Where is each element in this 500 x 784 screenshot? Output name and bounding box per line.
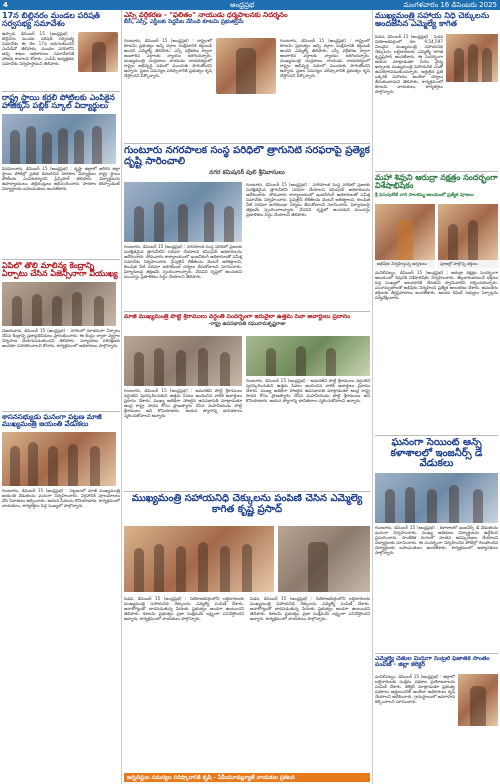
- article-photo: [124, 182, 242, 242]
- article-headline: 17న బిల్లినరం మండల పరిషత్ సర్వసభ్య సమావేశం: [2, 12, 101, 29]
- article-body-continued: గుంటూరు, డిసెంబర్ 15 (ఆంధ్రప్రభ) : రాష్ట్రంలో కూటమి ప్రభుత్వం అన్ని వర్గాల సంక్షేమానికి కట్టుబడి ఉందని ఎమ్మెల్యే తెలిపారు. ఎస్సీ వర్గీకరణ ద్వారా అణగారిన వర్గాలకు న్యాయం జరిగిందన్నారు. ముఖ్యమంత్రి చంద్రబాబు నాయుడు నాయకత్వంలో రాష్ట్రం అభివృద్ధి పథంలో ముందుకు సాగుతోందని అన్నారు. ప్రజల సమస్యల పరిష్కారానికి ప్రభుత్వం కృషి చేస్తోందని పేర్కొన్నారు.: [280, 38, 370, 78]
- article-photo: [2, 282, 116, 326]
- photo-caption: పూజల్లో పాల్గొన్న భక్తులు: [438, 260, 498, 268]
- article-sc-classification: [124, 12, 370, 144]
- paper-name: ఆంధ్రప్రభ: [230, 1, 255, 9]
- article-kicker: ఎస్సీ వర్గీకరణ - "ఫలితం" నాయుడు ధర్మపాలనకు నిదర్శనం: [124, 12, 288, 19]
- article-headline: గుంటూరు నగరపాలక సంస్థ పరిధిలో త్రాగునీటి సరఫరాపై ప్రత్యేక దృష్టి సారించాలి: [124, 146, 370, 167]
- photo-caption: అభిషేకం నిర్వహిస్తున్న అర్చకులు: [375, 260, 435, 268]
- article-body: మచిలీపట్నం, డిసెంబర్ 15 (ఆంధ్రప్రభ) : ఆరుద్రా నక్షత్రం సందర్భంగా ఆలయంలో శివునికి విశేషాభిషేకం నిర్వహించారు. తెల్లవారుజామునే భక్తులు పెద్ద సంఖ్యలో ఆలయానికి చేరుకుని స్వామివారిని దర్శించుకున్నారు. పంచామృతాలతో అభిషేకం నిర్వహించి ప్రత్యేక అలంకరణ చేశారు. అనంతరం భక్తులకు తీర్థప్రసాదాలు అందజేశారు. ఆలయ కమిటీ సభ్యులు ఏర్పాట్లను పర్యవేక్షించారు.: [375, 270, 498, 300]
- article-body-continued: గుంటూరు, డిసెంబర్ 15 (ఆంధ్రప్రభ) : నగరపాలక సంస్థ పరిధిలో ప్రజలకు సురక్షితమైన త్రాగునీటిని సరఫరా చేయాలని కమిషనర్ అధికారులను ఆదేశించారు. సోమవారం కార్యాలయంలో ఇంజనీరింగ్ అధికారులతో సమీక్ష సమావేశం నిర్వహించారు. పైపులైన్ లీకేజీలను వెంటనే అరికట్టాలని, కలుషిత నీటి సరఫరా జరగకుండా చర్యలు తీసుకోవాలని సూచించారు. ఫిర్యాదులపై తక్షణమే స్పందించాలన్నారు. వేసవిని దృష్టిలో ఉంచుకుని ముందస్తు ప్రణాళికలు సిద్ధం చేయాలని తెలిపారు.: [246, 182, 370, 217]
- article-waste-centre: [2, 262, 120, 412]
- article-photo: [124, 526, 274, 592]
- article-body: గుంటూరు, డిసెంబర్ 15 (ఆంధ్రప్రభ) : నగరపాలక సంస్థ పరిధిలో ప్రజలకు సురక్షితమైన త్రాగునీటిని సరఫరా చేయాలని కమిషనర్ అధికారులను ఆదేశించారు. సోమవారం కార్యాలయంలో ఇంజనీరింగ్ అధికారులతో సమీక్ష సమావేశం నిర్వహించారు. పైపులైన్ లీకేజీలను వెంటనే అరికట్టాలని, కలుషిత నీటి సరఫరా జరగకుండా చర్యలు తీసుకోవాలని సూచించారు. ఫిర్యాదులపై తక్షణమే స్పందించాలన్నారు. వేసవిని దృష్టిలో ఉంచుకుని ముందస్తు ప్రణాళికలు సిద్ధం చేయాలని తెలిపారు.: [124, 244, 242, 279]
- article-headline: మాజీ ముఖ్యమంత్రి పొట్టి శ్రీరాములు వర్ధంతి సందర్భంగా ఇరువైలా ఉత్తమ సేవా అవార్డులు ప్రదానం: [124, 314, 351, 320]
- article-mandal-meeting: [2, 12, 120, 92]
- article-photo-2: [246, 336, 370, 376]
- article-shiva-abhishekam: [375, 174, 498, 436]
- article-body: విజయవాడ, డిసెంబర్ 15 (ఆంధ్రప్రభ) : నగరంలో నూతనంగా ఏర్పాటు చేసిన కేంద్రాన్ని ప్రజాప్రతినిధులు ప్రారంభించారు. ఈ కేంద్రం ద్వారా వ్యర్థాల నిర్వహణ మెరుగుపడుతుందని తెలిపారు. పర్యావరణ పరిరక్షణకు అందరూ సహకరించాలని కోరారు. కార్యక్రమంలో అధికారులు పాల్గొన్నారు.: [2, 327, 120, 348]
- article-photo: [124, 336, 242, 386]
- article-headline: మహా శివుని ఆరుద్రా నక్షత్రం సందర్భంగా విశేషాభిషేకం: [375, 174, 498, 191]
- article-body: పెనమలూరు, డిసెంబర్ 15 (ఆంధ్రప్రభ) : కృష్ణా జిల్లాలో జరిగిన జిల్లా స్థాయి పోటీల్లో ప్రతిభ కనబరిచిన పాఠశాల విద్యార్థులు రాష్ట్ర స్థాయి పోటీలకు ఎంపికయ్యారని ప్రిన్సిపాల్ తెలిపారు. విద్యార్థులను ఉపాధ్యాయులు, తల్లిదండ్రులు అభినందించారు. పాఠశాల కరెస్పాండెంట్ విద్యార్థులకు బహుమతులు అందజేశారు.: [2, 165, 120, 191]
- article-body-continued: పెడన, డిసెంబర్ 15 (ఆంధ్రప్రభ) : నియోజకవర్గంలోని లబ్ధిదారులకు ముఖ్యమంత్రి సహాయనిధి చెక్కులను ఎమ్మెల్యే పంపిణీ చేశారు. అనారోగ్యంతో బాధపడుతున్న పేదలకు ప్రభుత్వం అండగా ఉంటుందని తెలిపారు. కూటమి ప్రభుత్వం ప్రజా సంక్షేమమే లక్ష్యంగా పనిచేస్తోందని అన్నారు. కార్యక్రమంలో నాయకులు పాల్గొన్నారు.: [250, 596, 370, 621]
- article-headline: ఎమ్మెల్యే చేతుల మీదుగా సెంట్రల్ ఫిజాతక సాంతం పంపిణీ - జిల్లా కలెక్టర్: [375, 656, 490, 669]
- article-photo: [458, 674, 498, 726]
- article-body: గుంటూరు, డిసెంబర్ 15 (ఆంధ్రప్రభ) : రాష్ట్రంలో కూటమి ప్రభుత్వం అన్ని వర్గాల సంక్షేమానికి కట్టుబడి ఉందని ఎమ్మెల్యే తెలిపారు. ఎస్సీ వర్గీకరణ ద్వారా అణగారిన వర్గాలకు న్యాయం జరిగిందన్నారు. ముఖ్యమంత్రి చంద్రబాబు నాయుడు నాయకత్వంలో రాష్ట్రం అభివృద్ధి పథంలో ముందుకు సాగుతోందని అన్నారు. ప్రజల సమస్యల పరిష్కారానికి ప్రభుత్వం కృషి చేస్తోందని పేర్కొన్నారు.: [124, 38, 212, 78]
- article-photo: [446, 34, 498, 82]
- article-body-continued: గుంటూరు, డిసెంబర్ 15 (ఆంధ్రప్రభ) : అమరజీవి పొట్టి శ్రీరాములు వర్ధంతిని పురస్కరించుకుని ఉత్తమ సేవలు అందించిన వారికి అవార్డులు ప్రదానం చేశారు. ముఖ్య అతిథిగా హాజరైన ఉపసభాపతి మాట్లాడుతూ ఆంధ్ర రాష్ట్ర సాధన కోసం ప్రాణత్యాగం చేసిన మహనీయుడు పొట్టి శ్రీరాములు అని కొనియాడారు. ఆయన త్యాగాన్ని భావితరాలు స్మరించుకోవాలని అన్నారు.: [246, 378, 370, 403]
- article-awards: [124, 314, 370, 492]
- article-headline: రాష్ట్ర స్థాయి కర్రలీ పోటీలకు ఎంపికైన హాజిక్కస్ పబ్లిక్ స్కూల్ విద్యార్థులు: [2, 94, 115, 111]
- article-body: ఉప్పాడ, డిసెంబర్ 15 (ఆంధ్రప్రభ) : బిల్లినరం మండల పరిషత్ సర్వసభ్య సమావేశం ఈ నెల 17న జరుగుతుందని ఎంపీడీవో తెలిపారు. మండల పరిధిలోని అన్ని శాఖల అధికారులు సమావేశానికి హాజరు కావాలని కోరారు. ఎంపీపీ అధ్యక్షతన సమావేశం నిర్వహిస్తామని తెలిపారు.: [2, 30, 74, 66]
- article-headline: బీసీ, ఎస్సీ, ఎస్టీలకు పెద్దపీట వేసింది కూటమి ప్రభుత్వమే: [124, 19, 244, 26]
- article-photo: [2, 114, 116, 164]
- article-body: గుంటూరు, డిసెంబర్ 15 (ఆంధ్రప్రభ) : కళాశాలలో ఇంజనీర్స్ డే వేడుకలను ఘనంగా నిర్వహించారు. ముఖ్య అతిథులు విద్యార్థులను ఉద్దేశించి ప్రసంగించారు. సాంకేతిక రంగంలో నూతన ఆవిష్కరణలు చేయాలని విద్యార్థులకు సూచించారు. ఈ సందర్భంగా నిర్వహించిన పోటీల్లో గెలుపొందిన విద్యార్థులకు బహుమతులు అందజేశారు. కార్యక్రమంలో అధ్యాపకులు పాల్గొన్నారు.: [375, 524, 498, 555]
- article-body: మచిలీపట్నం, డిసెంబర్ 15 (ఆంధ్రప్రభ) : జిల్లాలో లబ్ధిదారులకు సంక్షేమ పథకాల ప్రయోజనాలను పంపిణీ చేశారు. కలెక్టర్ మాట్లాడుతూ ప్రభుత్వ పథకాలు అర్హులందరికీ అందేలా అధికారులు కృషి చేయాలని ఆదేశించారు. గ్రామస్థాయిలో అవగాహన కల్పించాలని సూచించారు.: [375, 674, 455, 704]
- article-photo: [375, 473, 498, 523]
- article-photo: [2, 432, 116, 486]
- article-jayanti: [2, 414, 120, 782]
- page-number: 4: [3, 1, 8, 9]
- article-cm-relief-cheques: [124, 494, 370, 772]
- article-photo: [216, 38, 276, 94]
- article-headline: ముఖ్యమంత్రి సహాయనిధి చెక్కులను పంపిణీ చేసిన ఎమ్మెల్యే కాగిత కృష్ణ ప్రసాద్: [131, 494, 363, 515]
- temple-photo-2: [438, 204, 498, 260]
- column-divider: [372, 10, 373, 784]
- article-sports-selection: [2, 94, 120, 260]
- page-header: [0, 0, 500, 10]
- article-subheadline: -రాష్ట్ర ఉపసభాపతి రఘురామకృష్ణరాజు: [208, 321, 286, 328]
- article-collector: [375, 656, 498, 782]
- article-body: గుంటూరు, డిసెంబర్ 15 (ఆంధ్రప్రభ) : అమరజీవి పొట్టి శ్రీరాములు వర్ధంతిని పురస్కరించుకుని ఉత్తమ సేవలు అందించిన వారికి అవార్డులు ప్రదానం చేశారు. ముఖ్య అతిథిగా హాజరైన ఉపసభాపతి మాట్లాడుతూ ఆంధ్ర రాష్ట్ర సాధన కోసం ప్రాణత్యాగం చేసిన మహనీయుడు పొట్టి శ్రీరాములు అని కొనియాడారు. ఆయన త్యాగాన్ని భావితరాలు స్మరించుకోవాలని అన్నారు.: [124, 388, 242, 418]
- article-photo: [78, 32, 118, 72]
- article-photo-2: [278, 526, 370, 592]
- article-subheadline: శ్రీ పసుపులేటి వారి పాలకమ్మ ఆలయంలో ప్రత్యేక పూజలు: [375, 192, 474, 198]
- article-body: పెడన, డిసెంబర్ 15 (ఆంధ్రప్రభ) : పెడన నియోజకవర్గంలో రూ. 9,54,597 విలువైన ముఖ్యమంత్రి సహాయనిధి చెక్కులను లబ్ధిదారులకు ఎమ్మెల్యే కాగిత కృష్ణప్రసాద్ అందజేశారు. ఈ సందర్భంగా ఆయన మాట్లాడుతూ పేదల వైద్య ఖర్చులకు ముఖ్యమంత్రి సహాయనిధి ఎంతో ఉపయోగపడుతుందన్నారు. అర్హులైన ప్రతి ఒక్కరికీ సహాయం అందేలా చర్యలు తీసుకుంటామని తెలిపారు. కార్యక్రమంలో కూటమి నాయకులు, కార్యకర్తలు పాల్గొన్నారు.: [375, 34, 443, 94]
- article-drinking-water: [124, 146, 370, 312]
- article-headline: శాసనసభ్యుడు ఘనంగా పట్టణ మాజీ ముఖ్యమంత్రి జయంతి వేడుకలు: [2, 414, 102, 429]
- temple-photo-1: [375, 204, 435, 260]
- issue-date: మంగళవారం 16 డిసెంబరు 2025: [403, 1, 497, 9]
- article-body: పెడన, డిసెంబర్ 15 (ఆంధ్రప్రభ) : నియోజకవర్గంలోని లబ్ధిదారులకు ముఖ్యమంత్రి సహాయనిధి చెక్కులను ఎమ్మెల్యే పంపిణీ చేశారు. అనారోగ్యంతో బాధపడుతున్న పేదలకు ప్రభుత్వం అండగా ఉంటుందని తెలిపారు. కూటమి ప్రభుత్వం ప్రజా సంక్షేమమే లక్ష్యంగా పనిచేస్తోందని అన్నారు. కార్యక్రమంలో నాయకులు పాల్గొన్నారు.: [124, 596, 244, 621]
- article-headline: ఘనంగా సెయింట్ ఆన్స్ కళాశాలలో ఇంజనీర్స్ డే వేడుకలు: [390, 438, 483, 469]
- article-engineers-day: [375, 438, 498, 654]
- article-headline: ముఖ్యమంత్రి సహాయ నిధి చెక్కులను అందజేసిన ఎమ్మెల్యే కాగిత: [375, 12, 490, 29]
- article-subheadline: నగర కమిషనర్ పులి శ్రీనివాసులు: [209, 169, 285, 176]
- article-headline: ఏపీలో తొలి మాలిన్య కేంద్రాన్ని ఏర్పాటు చేసిన ఏజెన్సీనాగా వీయుఖ్య: [2, 262, 118, 279]
- article-mla-cheques: [375, 12, 498, 172]
- column-divider: [121, 10, 122, 784]
- article-body: గుంటూరు, డిసెంబర్ 15 (ఆంధ్రప్రభ) : పట్టణంలో మాజీ ముఖ్యమంత్రి జయంతి వేడుకలను ఘనంగా నిర్వహించారు. విగ్రహానికి పూలమాలలు వేసి నివాళులు అర్పించారు. ఆయన సేవలను కొనియాడారు. కార్యక్రమంలో నాయకులు, కార్యకర్తలు పెద్ద సంఖ్యలో పాల్గొన్నారు.: [2, 487, 120, 508]
- footer-band: జర్నలిస్టుల సమస్యల పరిష్కారానికి కృషి - ఏపీయూడబ్ల్యూజే నాయకుల ప్రకటన: [124, 773, 370, 782]
